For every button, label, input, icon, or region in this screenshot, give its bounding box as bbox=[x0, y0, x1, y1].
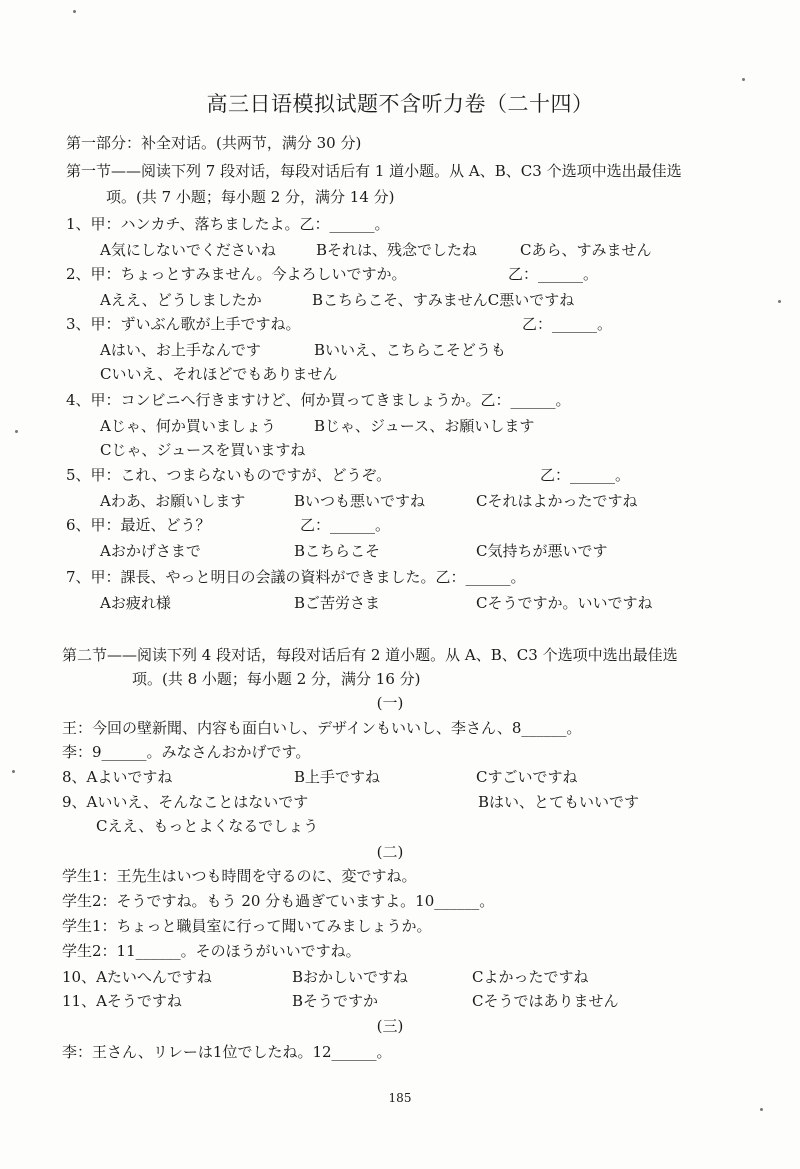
scan-speck bbox=[15, 430, 18, 433]
q3-option-b: Bいいえ、こちらこそどうも bbox=[314, 341, 506, 359]
dialogue-1-line-2: 李：9______。みなさんおかげです。 bbox=[62, 743, 311, 761]
q11-option-c: Cそうではありません bbox=[472, 992, 619, 1010]
scan-speck bbox=[12, 770, 15, 773]
q1-option-b: Bそれは、残念でしたね bbox=[316, 241, 478, 259]
section2-heading: 第二节——阅读下列 4 段对话，每段对话后有 2 道小题。从 A、B、C3 个选项中选出最佳选 bbox=[62, 646, 678, 664]
q9-option-b: Bはい、とてもいいです bbox=[478, 793, 640, 811]
q9-option-c: Cええ、もっとよくなるでしょう bbox=[96, 817, 319, 835]
question-1: 1、甲：ハンカチ、落ちましたよ。乙：______。 bbox=[66, 215, 390, 233]
q6-blank: 乙：______。 bbox=[300, 516, 391, 534]
q2-option-bc: Bこちらこそ、すみませんC悪いですね bbox=[312, 291, 575, 309]
q10-option-c: Cよかったですね bbox=[472, 968, 589, 986]
q4-option-b: Bじゃ、ジュース、お願いします bbox=[314, 417, 535, 435]
scan-speck bbox=[742, 78, 745, 81]
q3-option-a: Aはい、お上手なんです bbox=[100, 341, 261, 359]
scan-speck bbox=[760, 1108, 763, 1111]
dialogue-2-line-1: 学生1：王先生はいつも時間を守るのに、変ですね。 bbox=[62, 867, 417, 885]
q5-option-b: Bいつも悪いですね bbox=[294, 492, 426, 510]
q8-option-c: Cすごいですね bbox=[476, 768, 578, 786]
question-4: 4、甲：コンビニへ行きますけど、何か買ってきましょうか。乙：______。 bbox=[66, 391, 571, 409]
q2-blank: 乙：______。 bbox=[508, 265, 599, 283]
q5-blank: 乙：______。 bbox=[540, 466, 631, 484]
section2-heading-cont: 项。(共 8 小题；每小题 2 分，满分 16 分) bbox=[132, 670, 421, 688]
q6-option-c: C気持ちが悪いです bbox=[476, 542, 608, 560]
dialogue-2-line-4: 学生2：11______。そのほうがいいですね。 bbox=[62, 942, 361, 960]
q4-option-c: Cじゃ、ジュースを買いますね bbox=[100, 441, 306, 459]
q4-option-a: Aじゃ、何か買いましょう bbox=[100, 417, 276, 435]
q3-blank: 乙：______。 bbox=[522, 315, 613, 333]
q9-option-a: 9、Aいいえ、そんなことはないです bbox=[62, 793, 309, 811]
page-title: 高三日语模拟试题不含听力卷（二十四） bbox=[206, 92, 594, 116]
q8-option-a: 8、Aよいですね bbox=[62, 768, 173, 786]
section1-heading: 第一节——阅读下列 7 段对话，每段对话后有 1 道小题。从 A、B、C3 个选项中选出最佳选 bbox=[66, 162, 682, 180]
q7-option-c: Cそうですか。いいですね bbox=[476, 594, 653, 612]
dialogue-2-label: (二) bbox=[376, 843, 404, 861]
q6-option-b: Bこちらこそ bbox=[294, 542, 381, 560]
dialogue-1-label: (一) bbox=[376, 694, 404, 712]
question-3: 3、甲：ずいぶん歌が上手ですね。 bbox=[66, 315, 301, 333]
q5-option-c: Cそれはよかったですね bbox=[476, 492, 638, 510]
q10-option-a: 10、Aたいへんですね bbox=[62, 968, 212, 986]
scan-speck bbox=[73, 10, 76, 13]
part1-heading: 第一部分：补全对话。(共两节，满分 30 分) bbox=[66, 134, 362, 152]
q3-option-c: Cいいえ、それほどでもありません bbox=[100, 365, 338, 383]
scan-speck bbox=[778, 300, 781, 303]
q7-option-a: Aお疲れ様 bbox=[100, 594, 171, 612]
question-6: 6、甲：最近、どう？ bbox=[66, 516, 211, 534]
question-5: 5、甲：これ、つまらないものですが、どうぞ。 bbox=[66, 466, 392, 484]
q8-option-b: B上手ですね bbox=[294, 768, 381, 786]
page-number: 185 bbox=[388, 1091, 412, 1105]
dialogue-2-line-3: 学生1：ちょっと職員室に行って聞いてみましょうか。 bbox=[62, 917, 432, 935]
dialogue-1-line-1: 王：今回の壁新聞、内容も面白いし、デザインもいいし、李さん、8______。 bbox=[62, 719, 582, 737]
q11-option-a: 11、Aそうですね bbox=[62, 992, 182, 1010]
question-2: 2、甲：ちょっとすみません。今よろしいですか。 bbox=[66, 265, 407, 283]
dialogue-2-line-2: 学生2：そうですね。もう 20 分も過ぎていますよ。10______。 bbox=[62, 892, 495, 910]
q10-option-b: Bおかしいですね bbox=[292, 968, 409, 986]
q1-option-c: Cあら、すみません bbox=[520, 241, 652, 259]
q1-option-a: A気にしないでくださいね bbox=[100, 241, 276, 259]
q6-option-a: Aおかげさまで bbox=[100, 542, 201, 560]
dialogue-3-label: (三) bbox=[376, 1017, 404, 1035]
dialogue-3-line-1: 李：王さん、リレーは1位でしたね。12______。 bbox=[62, 1043, 392, 1061]
question-7: 7、甲：課長、やっと明日の会議の資料ができました。乙：______。 bbox=[66, 568, 526, 586]
q5-option-a: Aわあ、お願いします bbox=[100, 492, 246, 510]
section1-heading-cont: 项。(共 7 小题；每小题 2 分，满分 14 分) bbox=[106, 188, 395, 206]
q2-option-a: Aええ、どうしましたか bbox=[100, 291, 262, 309]
q11-option-b: Bそうですか bbox=[292, 992, 379, 1010]
q7-option-b: Bご苦労さま bbox=[294, 594, 381, 612]
